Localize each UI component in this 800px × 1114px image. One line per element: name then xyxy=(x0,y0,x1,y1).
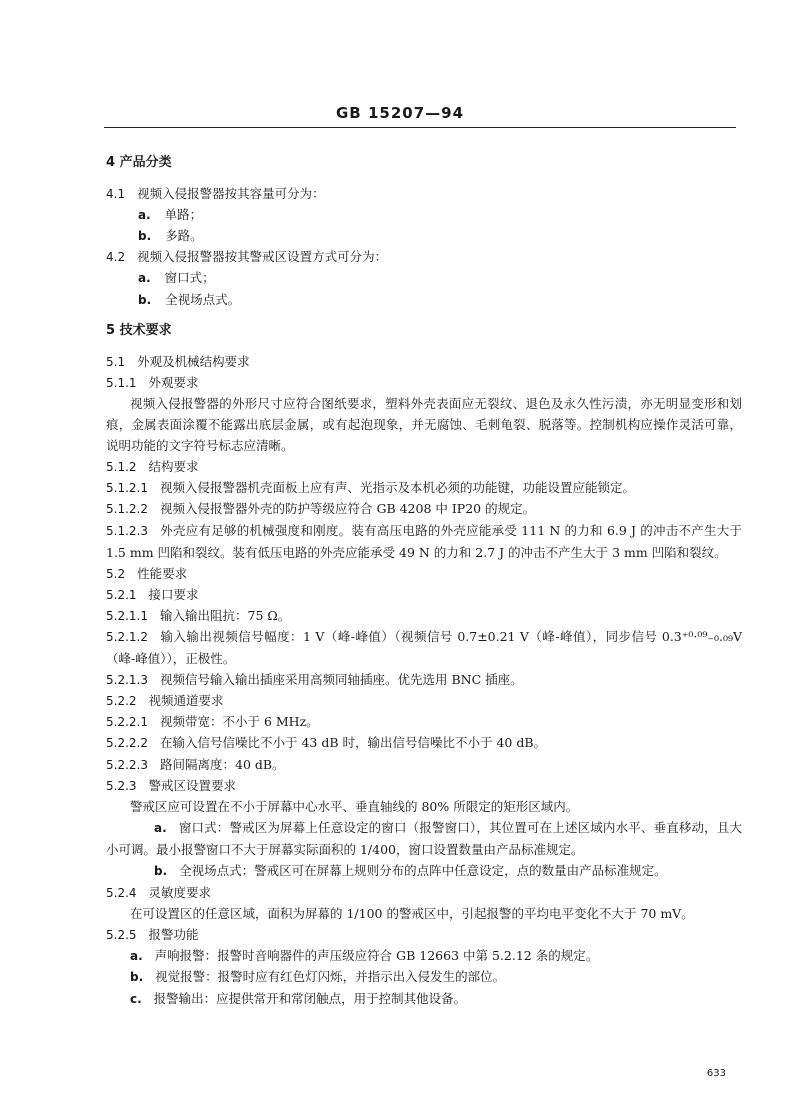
clause-5-2-3-a: a. 窗口式：警戒区为屏幕上任意设定的窗口（报警窗口），其位置可在上述区域内水平、垂直移动，且大小可调。最小报警窗口不大于屏幕实际面积的 1/400，窗口设置数量由产品标准规定。 xyxy=(106,819,742,857)
clause-5-2-3: 5.2.3 警戒区设置要求 xyxy=(106,777,237,793)
clause-5-1-2-1: 5.1.2.1 视频入侵报警器机壳面板上应有声、光指示及本机必须的功能键，功能设置应能锁定。 xyxy=(106,480,635,496)
clause-5-2-4: 5.2.4 灵敏度要求 xyxy=(106,885,212,901)
page-number: 633 xyxy=(706,1068,726,1079)
clause-5-2-1-2: 5.2.1.2 输入输出视频信号幅度：1 V（峰-峰值）（视频信号 0.7±0.21 V（峰-峰值），同步信号 0.3⁺⁰·⁰⁹₋₀.₀₉V（峰-峰值）），正极性。 xyxy=(106,628,742,667)
clause-4-1-b: b. 多路。 xyxy=(138,228,203,244)
clause-5-1-2-2: 5.1.2.2 视频入侵报警器外壳的防护等级应符合 GB 4208 中 IP20 的规定。 xyxy=(106,501,536,517)
clause-5-2-4-paragraph: 在可设置区的任意区域，面积为屏幕的 1/100 的警戒区中，引起报警的平均电平变化不大于 70 mV。 xyxy=(130,906,694,922)
clause-5-2-2: 5.2.2 视频通道要求 xyxy=(106,693,224,709)
clause-5-2-5-c: c. 报警输出：应提供常开和常闭触点，用于控制其他设备。 xyxy=(130,990,467,1006)
standard-number-header: GB 15207—94 xyxy=(335,104,465,122)
clause-4-2: 4.2 视频入侵报警器按其警戒区设置方式可分为： xyxy=(106,249,388,265)
clause-5-2-1-1: 5.2.1.1 输入输出阻抗：75 Ω。 xyxy=(106,607,291,623)
clause-5-1-1: 5.1.1 外观要求 xyxy=(106,374,199,390)
clause-5-2-2-1: 5.2.2.1 视频带宽：不小于 6 MHz。 xyxy=(106,714,319,730)
clause-5-2-3-paragraph: 警戒区应可设置在不小于屏幕中心水平、垂直轴线的 80% 所限定的矩形区域内。 xyxy=(130,798,579,814)
clause-5-1-2-3: 5.1.2.3 外壳应有足够的机械强度和刚度。装有高压电路的外壳应能承受 111 N 的力和 6.9 J 的冲击不产生大于 1.5 mm 凹陷和裂纹。装有低压电路的外壳应能承受 49 N 的力和 2.7 J 的冲击不产生大于 3 mm 凹陷和裂纹。 xyxy=(106,522,742,560)
section-4-heading: 4 产品分类 xyxy=(106,155,172,170)
clause-5-1-1-paragraph: 视频入侵报警器的外形尺寸应符合图纸要求，塑料外壳表面应无裂纹、退色及永久性污渍，亦无明显变形和划痕，金属表面涂覆不能露出底层金属，或有起泡现象，并无腐蚀、毛刺龟裂、脱落等。控制机构应操作灵活可靠，说明功能的文字符号标志应清晰。 xyxy=(106,395,742,454)
clause-5-2-5-a: a. 声响报警：报警时音响器件的声压级应符合 GB 12663 中第 5.2.12 条的规定。 xyxy=(130,948,599,964)
header-rule xyxy=(104,127,736,128)
clause-5-1: 5.1 外观及机械结构要求 xyxy=(106,353,250,369)
clause-5-2-3-b: b. 全视场点式：警戒区可在屏幕上规则分布的点阵中任意设定，点的数量由产品标准规定。 xyxy=(154,863,667,878)
section-5-heading: 5 技术要求 xyxy=(106,322,172,338)
clause-5-2-2-3: 5.2.2.3 路间隔离度：40 dB。 xyxy=(106,756,285,772)
clause-5-1-2: 5.1.2 结构要求 xyxy=(106,459,199,475)
clause-5-2-2-2: 5.2.2.2 在输入信号信噪比不小于 43 dB 时，输出信号信噪比不小于 40 dB。 xyxy=(106,735,547,751)
clause-5-2: 5.2 性能要求 xyxy=(106,565,188,581)
clause-4-2-a: a. 窗口式； xyxy=(138,270,215,286)
clause-5-2-5-b: b. 视觉报警：报警时应有红色灯闪烁，并指示出入侵发生的部位。 xyxy=(130,969,506,985)
clause-5-2-1-3: 5.2.1.3 视频信号输入输出插座采用高频同轴插座。优先选用 BNC 插座。 xyxy=(106,672,523,688)
clause-4-1: 4.1 视频入侵报警器按其容量可分为： xyxy=(106,186,325,202)
document-body xyxy=(106,152,742,1009)
clause-5-2-5: 5.2.5 报警功能 xyxy=(106,927,199,943)
clause-4-2-b: b. 全视场点式。 xyxy=(138,291,241,307)
clause-5-2-1: 5.2.1 接口要求 xyxy=(106,586,199,602)
clause-4-1-a: a. 单路； xyxy=(138,207,203,223)
